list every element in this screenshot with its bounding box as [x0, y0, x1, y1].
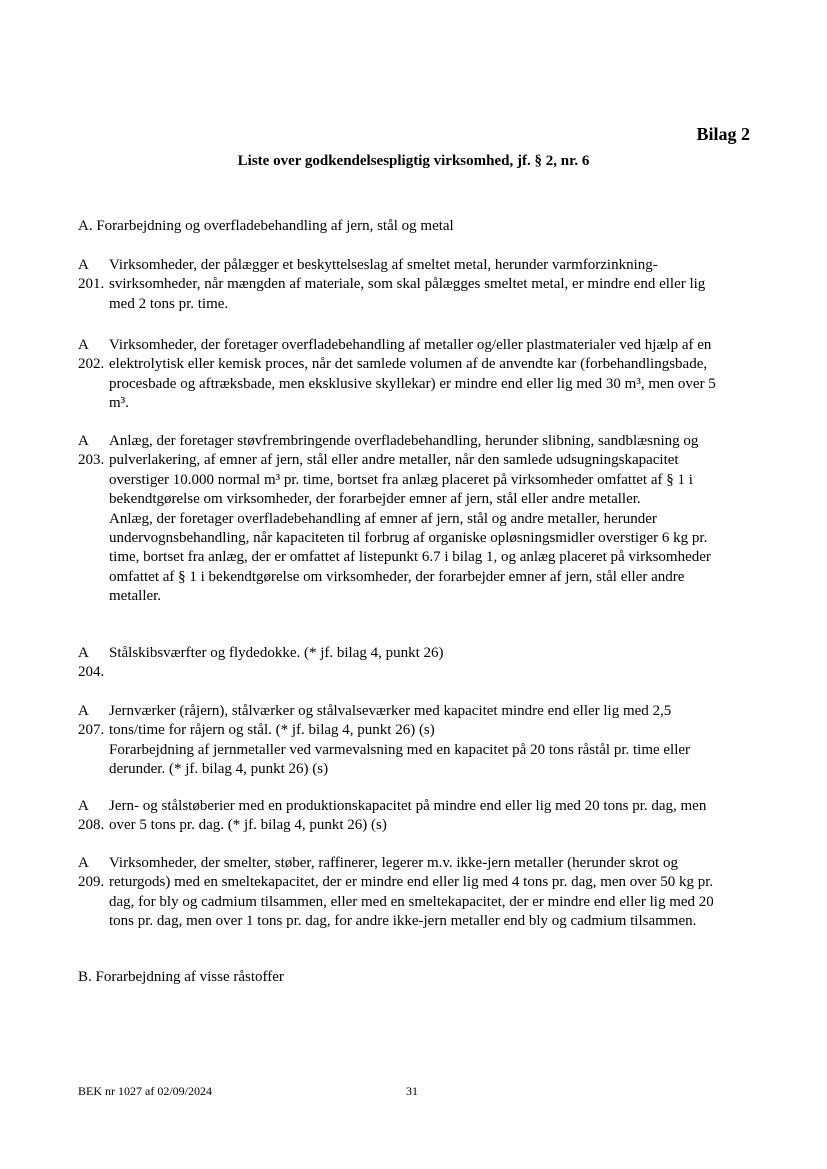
entry-paragraph: Anlæg, der foretager overfladebehandling af emner af jern, stål og andre metaller, herunder undervognsbehandling, når kapaciteten til forbrug af organiske opløsningsmidler overstiger 6 kg pr. time, bortset fra anlæg, der er omfattet af listepunkt 6.7 i bilag 1, og anlæg placeret på virksomheder omfattet af § 1 i bekendtgørelse om virksomheder, der forarbejder emner af jern, stål eller andre metaller. [109, 510, 711, 605]
entry-code: A 208. [78, 798, 105, 834]
list-entry-a201 [78, 256, 718, 314]
entry-paragraph: Stålskibsværfter og flydedokke. (* jf. bilag 4, punkt 26) [109, 645, 444, 661]
list-entry-a203 [78, 432, 718, 607]
entry-paragraph: Virksomheder, der pålægger et beskyttelseslag af smeltet metal, herunder varmforzinkningsvirksomheder, når mængden af materiale, som skal pålægges smeltet metal, er mindre end eller lig med 2 tons pr. time. [109, 257, 706, 312]
page-number: 31 [406, 1084, 418, 1098]
entry-code: A 201. [78, 257, 105, 293]
entry-code: A 202. [78, 337, 105, 373]
entry-paragraph: Forarbejdning af jernmetaller ved varmevalsning med en kapacitet på 20 tons råstål pr. time eller derunder. (* jf. bilag 4, punkt 26) (s) [109, 741, 691, 778]
entry-paragraph: Virksomheder, der smelter, støber, raffinerer, legerer m.v. ikke-jern metaller (herunder skrot og returgods) med en smeltekapacitet, der er mindre end eller lig med 4 tons pr. dag, men over 50 kg pr. dag, for bly og cadmium tilsammen, eller med en smeltekapacitet, der er mindre end eller lig med 20 tons pr. dag, men over 1 tons pr. dag, for andre ikke-jern metaller end bly og cadmium tilsammen. [109, 855, 714, 930]
list-entry-a204 [78, 644, 718, 681]
entry-paragraph: Jernværker (råjern), stålværker og stålvalseværker med kapacitet mindre end eller lig med 2,5 tons/time for råjern og stål. (* jf. bilag 4, punkt 26) (s) [109, 703, 672, 739]
entry-code: A 207. [78, 703, 105, 739]
entry-code: A 209. [78, 855, 105, 891]
section-heading-a: A. Forarbejdning og overfladebehandling af jern, stål og metal [78, 218, 454, 234]
page-title: Liste over godkendelsespligtig virksomhed, jf. § 2, nr. 6 [237, 153, 590, 169]
list-entry-a207 [78, 702, 718, 780]
list-entry-a202 [78, 336, 718, 414]
list-entry-a208 [78, 797, 718, 836]
entry-paragraph: Jern- og stålstøberier med en produktionskapacitet på mindre end eller lig med 20 tons pr. dag, men over 5 tons pr. dag. (* jf. bilag 4, punkt 26) (s) [109, 798, 707, 834]
entry-paragraph: Virksomheder, der foretager overfladebehandling af metaller og/eller plastmaterialer ved hjælp af en elektrolytisk eller kemisk proces, når det samlede volumen af de anvendte kar (forbehandlingsbade, procesbade og aftræksbade, men eksklusive skyllekar) er mindre end eller lig med 30 m³, men over 5 m³. [109, 337, 716, 412]
section-heading-b: B. Forarbejdning af visse råstoffer [78, 969, 284, 985]
appendix-label: Bilag 2 [696, 124, 750, 144]
footer-reference: BEK nr 1027 af 02/09/2024 [78, 1084, 212, 1098]
entry-code: A 203. [78, 433, 105, 469]
entry-code: A 204. [78, 645, 105, 681]
entry-paragraph: Anlæg, der foretager støvfrembringende overfladebehandling, herunder slibning, sandblæsning og pulverlakering, af emner af jern, stål eller andre metaller, når den samlede udsugningskapacitet overstiger 10.000 normal m³ pr. time, bortset fra anlæg placeret på virksomheder omfattet af § 1 i bekendtgørelse om virksomheder, der forarbejder emner af jern, stål eller andre metaller. [109, 433, 699, 508]
list-entry-a209 [78, 854, 718, 932]
